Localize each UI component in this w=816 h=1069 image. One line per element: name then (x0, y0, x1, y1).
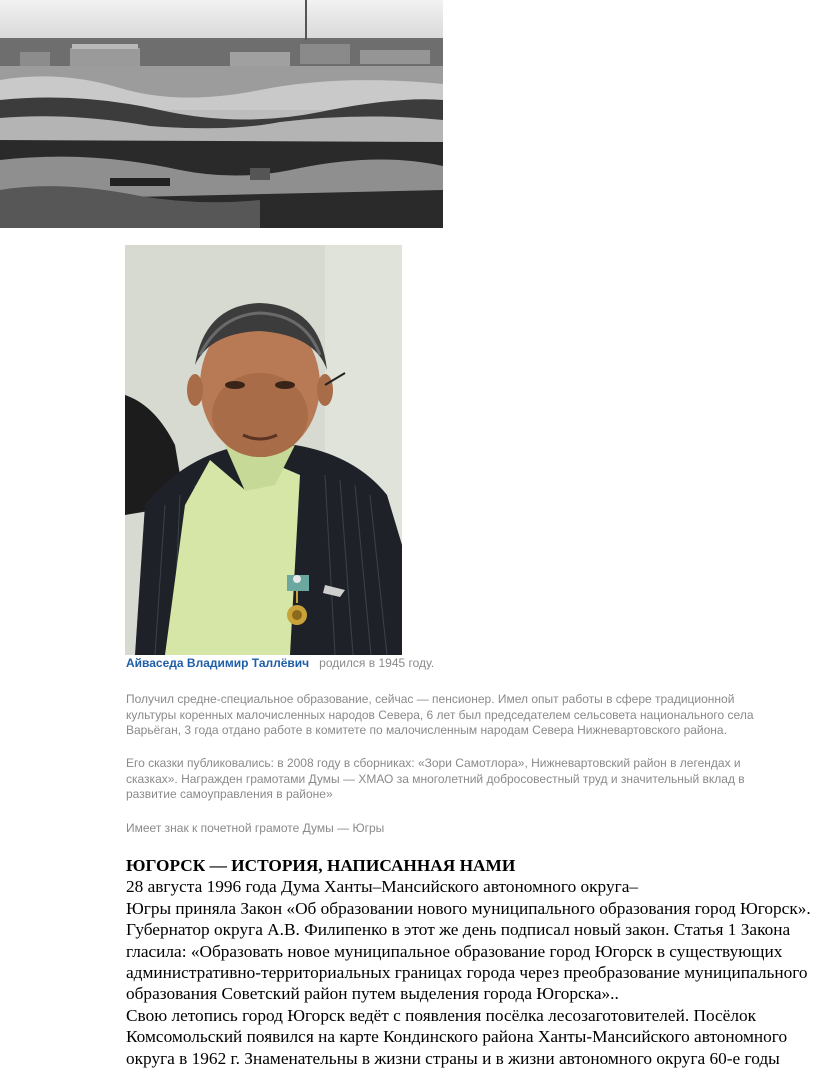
bio-paragraph-award: Имеет знак к почетной грамоте Думы — Югры (126, 821, 385, 835)
village-landscape-image (0, 0, 443, 228)
bio-paragraph-education: Получил средне-специальное образование, сейчас — пенсионер. Имел опыт работы в сфере традиционной культуры коренных малочисленных народов Севера, 6 лет был председателем сельсовета национального села Варьёган, 3 года отдано работе в комитете по малочисленным народам Севера Нижневартовского района. (126, 692, 754, 737)
article-title: ЮГОРСК — ИСТОРИЯ, НАПИСАННАЯ НАМИ (126, 856, 516, 875)
bio-paragraph-publications: Его сказки публиковались: в 2008 году в сборниках: «Зори Самотлора», Нижневартовский район в легендах и сказках». Награжден грамотами Думы — ХМАО за многолетний добросовестный труд и значительный вклад в развитие самоуправления в районе» (126, 756, 745, 801)
portrait-caption (126, 656, 434, 670)
article-paragraph-law: Югры приняла Закон «Об образовании нового муниципального образования город Югорск». Губернатор округа А.В. Филипенко в этот же день подписал новый закон. Статья 1 Закона гласила: «Образовать новое муниципальное образование город Югорск в существующих административно-территориальных границах города через преобразование муниципального образования Советский район путем выделения города Югорска».. (126, 898, 811, 1004)
article-paragraph-history: Свою летопись город Югорск ведёт с появления посёлка лесозаготовителей. Посёлок Комсомольский появился на карте Кондинского района Ханты-Мансийского автономного округа в 1962 г. Знаменательны в жизни страны и в жизни автономного округа 60-е годы (126, 1005, 788, 1068)
portrait-image (125, 245, 402, 655)
birth-year: родился в 1945 году. (319, 656, 435, 670)
portrait-photo (125, 245, 402, 655)
article-first-line: 28 августа 1996 года Дума Ханты–Мансийского автономного округа– (126, 877, 639, 897)
person-name: Айваседа Владимир Таллёвич (126, 656, 310, 670)
article (126, 855, 816, 1069)
historic-village-photo (0, 0, 443, 228)
